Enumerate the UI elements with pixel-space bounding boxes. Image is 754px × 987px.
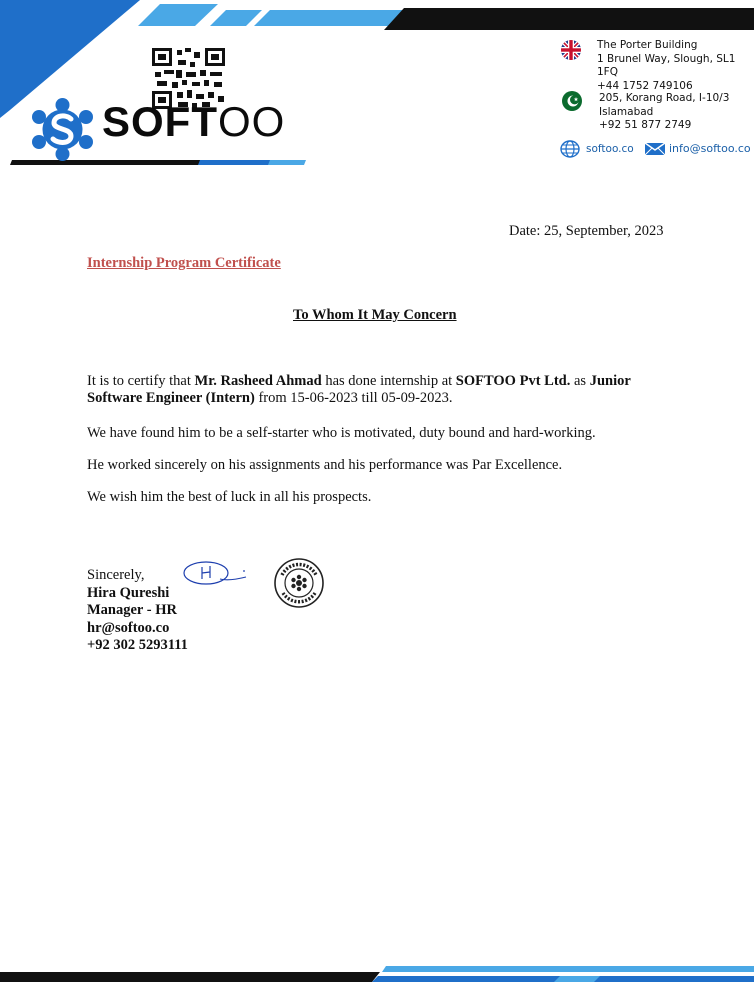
uk-flag-icon (561, 40, 581, 60)
letter-date: Date: 25, September, 2023 (509, 223, 664, 239)
signer-name: Hira Qureshi (87, 584, 170, 601)
email-link[interactable]: info@softoo.co (669, 142, 751, 155)
company-name: SOFTOO (102, 98, 286, 145)
intern-role: Junior Software Engineer (Intern) (87, 373, 631, 406)
pakistan-flag-icon (562, 91, 582, 111)
uk-address-line2: 1 Brunel Way, Slough, SL1 1FQ (597, 52, 736, 79)
pk-address-line2: Islamabad (599, 105, 654, 118)
website-link[interactable]: softoo.co (586, 143, 634, 155)
signer-title: Manager - HR (87, 602, 177, 618)
certificate-title: Internship Program Certificate (87, 255, 281, 271)
closing: Sincerely, (87, 567, 145, 583)
uk-address-line1: The Porter Building (597, 39, 698, 51)
globe-icon (560, 140, 580, 158)
uk-phone: +44 1752 749106 (597, 79, 693, 92)
letterhead-footer-bar (0, 960, 754, 987)
uk-office-address (597, 39, 754, 93)
company-stamp (273, 557, 325, 609)
intern-name: Mr. Rasheed Ahmad (194, 373, 322, 389)
certification-paragraph: It is to certify that Mr. Rasheed Ahmad has done internship at SOFTOO Pvt Ltd. as Junior Software Engineer (Intern) from 15-06-2023 till 05-09-2023. (87, 373, 631, 406)
paragraph-qualities: We have found him to be a self-starter who is motivated, duty bound and hard-working. (87, 425, 596, 441)
handwritten-signature (182, 557, 250, 589)
salutation-heading: To Whom It May Concern (293, 307, 457, 323)
pk-phone: +92 51 877 2749 (599, 119, 692, 132)
signer-email: hr@softoo.co (87, 619, 170, 636)
signer-phone: +92 302 5293111 (87, 637, 188, 653)
mail-icon (644, 142, 666, 156)
paragraph-wishes: We wish him the best of luck in all his prospects. (87, 489, 372, 505)
company-legal-name: SOFTOO Pvt Ltd. (455, 373, 571, 389)
pk-address-line1: 205, Korang Road, I-10/3 (599, 92, 730, 104)
signature-block (87, 567, 188, 655)
pk-office-address (599, 92, 729, 133)
paragraph-performance: He worked sincerely on his assignments and his performance was Par Excellence. (87, 457, 563, 473)
company-logo-icon (30, 97, 95, 162)
